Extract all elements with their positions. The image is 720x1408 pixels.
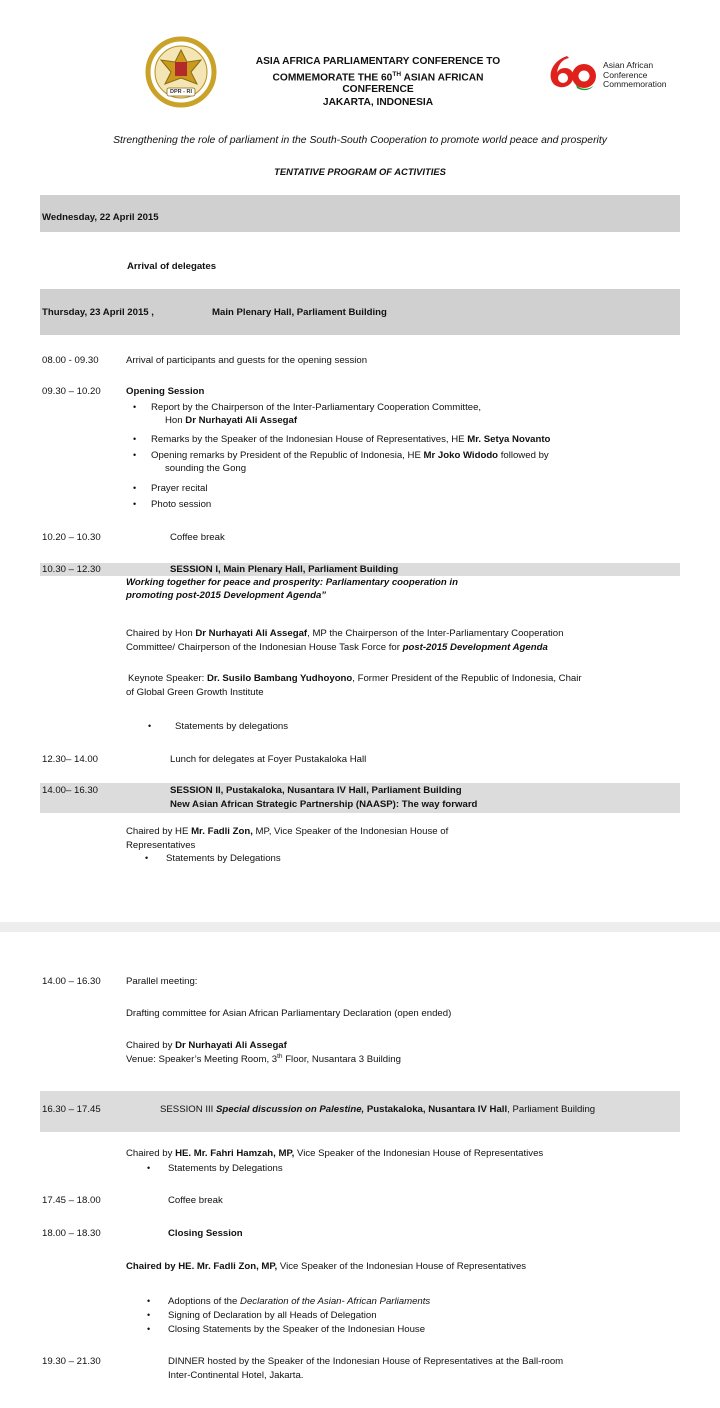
session1-chair-line2: Committee/ Chairperson of the Indonesian House Task Force for post-2015 Development Agenda [126, 642, 548, 653]
parallel-chair: Chaired by Dr Nurhayati Ali Assegaf [126, 1040, 287, 1051]
bullet-icon: • [147, 1296, 151, 1306]
session2-title: SESSION II, Pustakaloka, Nusantara IV Hall, Parliament Building [170, 785, 462, 796]
logo-line-2: Conference [603, 69, 648, 80]
dinner: DINNER hosted by the Speaker of the Indonesian House of Representatives at the Ball-room [168, 1356, 564, 1367]
program-title: TENTATIVE PROGRAM OF ACTIVITIES [274, 166, 446, 177]
bullet-icon: • [145, 853, 149, 863]
session1-title: SESSION I, Main Plenary Hall, Parliament Building [170, 564, 399, 575]
logo-line-1: Asian African [603, 60, 654, 70]
opening-item-remarks: Remarks by the Speaker of the Indonesian House of Representatives, HE Mr. Setya Novanto [151, 434, 551, 445]
day2-label: Thursday, 23 April 2015 , [42, 307, 154, 318]
conference-title [228, 56, 528, 109]
crest-label: DPR - RI [170, 89, 192, 95]
bullet-icon: • [133, 402, 137, 412]
session1-chair: Chaired by Hon Dr Nurhayati Ali Assegaf, MP the Chairperson of the Inter-Parliamentary Cooperation [126, 628, 564, 639]
opening-item-prayer: Prayer recital [151, 483, 208, 494]
parallel-venue: Venue: Speaker’s Meeting Room, 3th Floor, Nusantara 3 Building [126, 1053, 401, 1066]
title-line-1: ASIA AFRICA PARLIAMENTARY CONFERENCE TO [255, 56, 501, 67]
closing-session-title: Closing Session [168, 1228, 243, 1239]
coffee-break-2: Coffee break [168, 1195, 223, 1206]
time-1230: 12.30– 14.00 [42, 754, 99, 765]
bullet-icon: • [148, 721, 152, 731]
closing-item-statements: Closing Statements by the Speaker of the Indonesian House [168, 1324, 426, 1335]
session3-chair: Chaired by HE. Mr. Fahri Hamzah, MP, Vice Speaker of the Indonesian House of Representatives [126, 1148, 544, 1159]
drafting-committee: Drafting committee for Asian African Parliamentary Declaration (open ended) [126, 1008, 452, 1019]
session3-title: SESSION III Special discussion on Palestine, Pustakaloka, Nusantara IV Hall, Parliament Building [160, 1104, 596, 1115]
coffee-break-1: Coffee break [170, 532, 225, 543]
bullet-icon: • [133, 434, 137, 444]
session1-theme-line2: promoting post-2015 Development Agenda” [126, 590, 327, 601]
time-1030: 10.30 – 12.30 [42, 564, 101, 575]
time-1800: 18.00 – 18.30 [42, 1228, 101, 1239]
session2-statements: Statements by Delegations [166, 853, 281, 864]
opening-item-photo: Photo session [151, 499, 212, 510]
time-1930: 19.30 – 21.30 [42, 1356, 101, 1367]
session2-subtitle: New Asian African Strategic Partnership (NAASP): The way forward [170, 799, 478, 810]
time-1400-session2: 14.00– 16.30 [42, 785, 99, 796]
time-1020: 10.20 – 10.30 [42, 532, 101, 543]
session2-chair-line2: Representatives [126, 840, 196, 851]
session2-chair: Chaired by HE Mr. Fadli Zon, MP, Vice Speaker of the Indonesian House of [126, 826, 449, 837]
60-anniversary-logo [547, 52, 599, 92]
opening-item-report-name: Hon Dr Nurhayati Ali Assegaf [165, 415, 298, 426]
dpr-crest-logo [145, 36, 217, 108]
time-0800: 08.00 - 09.30 [42, 355, 99, 366]
session1-statements: Statements by delegations [175, 721, 289, 732]
bullet-icon: • [147, 1163, 151, 1173]
bullet-icon: • [133, 499, 137, 509]
session1-keynote-line2: of Global Green Growth Institute [126, 687, 264, 698]
session1-theme-line1: Working together for peace and prosperity: Parliamentary cooperation in [126, 577, 458, 588]
logo-caption [603, 61, 703, 90]
bullet-icon: • [147, 1324, 151, 1334]
closing-item-adoption: Adoptions of the Declaration of the Asian- African Parliaments [168, 1296, 431, 1307]
parallel-meeting: Parallel meeting: [126, 976, 198, 987]
page-break [0, 922, 720, 932]
day1-label: Wednesday, 22 April 2015 [42, 212, 159, 223]
session1-keynote: Keynote Speaker: Dr. Susilo Bambang Yudhoyono, Former President of the Republic of Indonesia, Chair [128, 673, 582, 684]
bullet-icon: • [133, 450, 137, 460]
bullet-icon: • [133, 483, 137, 493]
closing-item-signing: Signing of Declaration by all Heads of Delegation [168, 1310, 377, 1321]
dinner-line2: Inter-Continental Hotel, Jakarta. [168, 1370, 304, 1381]
closing-chair: Chaired by HE. Mr. Fadli Zon, MP, Vice Speaker of the Indonesian House of Representatives [126, 1261, 527, 1272]
lunch: Lunch for delegates at Foyer Pustakaloka Hall [170, 754, 367, 765]
subtitle: Strengthening the role of parliament in the South-South Cooperation to promote world peace and prosperity [113, 135, 607, 146]
title-line-2: COMMEMORATE THE 60TH ASIAN AFRICAN [272, 70, 484, 83]
opening-session-title: Opening Session [126, 386, 205, 397]
time-0930: 09.30 – 10.20 [42, 386, 101, 397]
title-line-4: JAKARTA, INDONESIA [322, 96, 434, 108]
session3-statements: Statements by Delegations [168, 1163, 283, 1174]
opening-item-president: Opening remarks by President of the Republic of Indonesia, HE Mr Joko Widodo followed by [151, 450, 549, 461]
opening-item-gong: sounding the Gong [165, 463, 247, 474]
time-1400-parallel: 14.00 – 16.30 [42, 976, 101, 987]
day2-venue: Main Plenary Hall, Parliament Building [212, 307, 387, 318]
bullet-icon: • [147, 1310, 151, 1320]
day1-arrival: Arrival of delegates [127, 261, 217, 272]
time-1630: 16.30 – 17.45 [42, 1104, 101, 1115]
logo-line-3: Commemoration [603, 79, 667, 90]
time-1745: 17.45 – 18.00 [42, 1195, 101, 1206]
arrival-participants: Arrival of participants and guests for the opening session [126, 355, 368, 366]
opening-item-report: Report by the Chairperson of the Inter-Parliamentary Cooperation Committee, [151, 402, 482, 413]
title-line-3: CONFERENCE [342, 84, 414, 96]
